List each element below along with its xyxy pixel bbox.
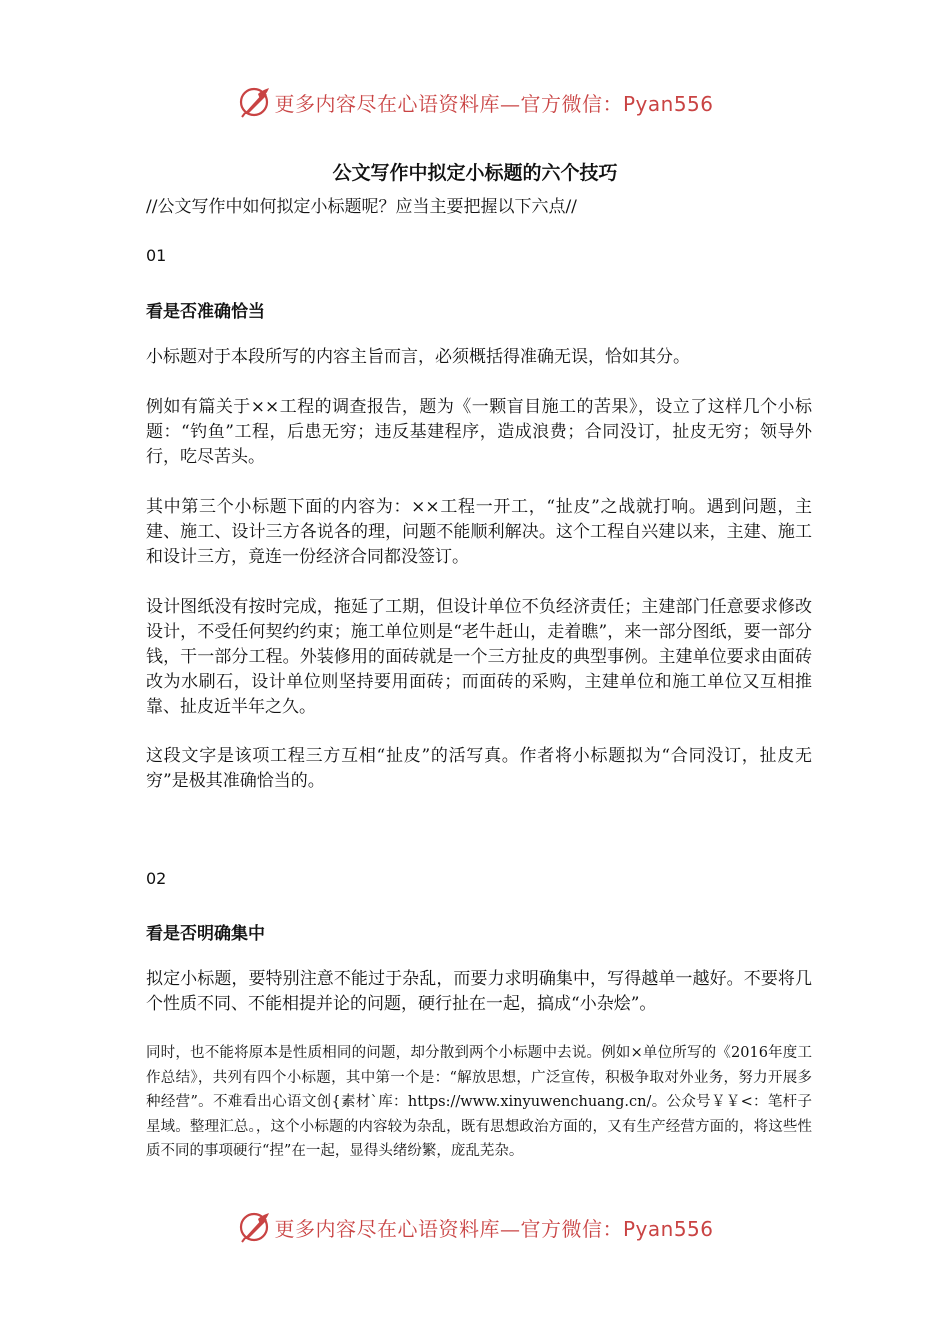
- paragraph: 这段文字是该项工程三方互相“扯皮”的活写真。作者将小标题拟为“合同没订，扯皮无穷”是极其准确恰当的。: [146, 746, 812, 791]
- paragraph: 设计图纸没有按时完成，拖延了工期，但设计单位不负经济责任；主建部门任意要求修改设计，不受任何契约约束；施工单位则是“老牛赶山，走着瞧”，来一部分图纸，要一部分钱，干一部分工程。外装修用的面砖就是一个三方扯皮的典型事例。主建单位要求由面砖改为水刷石，设计单位则坚持要用面砖；而面砖的采购，主建单位和施工单位又互相推靠、扯皮近半年之久。: [146, 597, 812, 717]
- section-number: 02: [146, 869, 167, 888]
- banner-text: 更多内容尽在心语资料库—官方微信：Pyan556: [274, 91, 714, 116]
- paragraph: 同时，也不能将原本是性质相同的问题，却分散到两个小标题中去说。例如×单位所写的《2016年度工作总结》，共列有四个小标题，其中第一个是：“解放思想，广泛宣传，积极争取对外业务，努力开展多种经营”。不难看出心语文创{素材`库：https://www.xinyuwenchuang.cn/。公众号￥￥<：笔杆子星域。整理汇总。，这个小标题的内容较为杂乱，既有思想政治方面的，又有生产经营方面的，将这些性质不同的事项硬行“捏”在一起，显得头绪纷繁，庞乱芜杂。: [146, 1045, 812, 1159]
- paragraph: 例如有篇关于××工程的调查报告，题为《一颗盲目施工的苦果》，设立了这样几个小标题：“钓鱼”工程，后患无穷；违反基建程序，造成浪费；合同没订，扯皮无穷；领导外行，吃尽苦头。: [146, 397, 812, 467]
- banner-contact: Pyan556: [622, 91, 714, 116]
- paragraph: 其中第三个小标题下面的内容为：××工程一开工，“扯皮”之战就打响。遇到问题，主建、施工、设计三方各说各的理，问题不能顺利解决。这个工程自兴建以来，主建、施工和设计三方，竟连一份经济合同都没签订。: [146, 497, 812, 567]
- banner-contact: Pyan556: [622, 1216, 714, 1241]
- document-subtitle: //公文写作中如何拟定小标题呢？应当主要把握以下六点//: [146, 197, 577, 217]
- header-banner: [0, 82, 950, 122]
- document-title: 公文写作中拟定小标题的六个技巧: [332, 162, 618, 184]
- paragraph: 小标题对于本段所写的内容主旨而言，必须概括得准确无误，恰如其分。: [146, 347, 690, 367]
- banner-text: 更多内容尽在心语资料库—官方微信：Pyan556: [274, 1216, 714, 1241]
- section-heading: 看是否明确集中: [146, 924, 265, 944]
- section-heading: 看是否准确恰当: [146, 302, 265, 322]
- paragraph: 拟定小标题，要特别注意不能过于杂乱，而要力求明确集中，写得越单一越好。不要将几个性质不同、不能相提并论的问题，硬行扯在一起，搞成“小杂烩”。: [146, 969, 812, 1014]
- footer-banner: [0, 1207, 950, 1247]
- quill-seal-icon: [236, 84, 272, 120]
- quill-seal-icon: [236, 1209, 272, 1245]
- section-number: 01: [146, 246, 167, 265]
